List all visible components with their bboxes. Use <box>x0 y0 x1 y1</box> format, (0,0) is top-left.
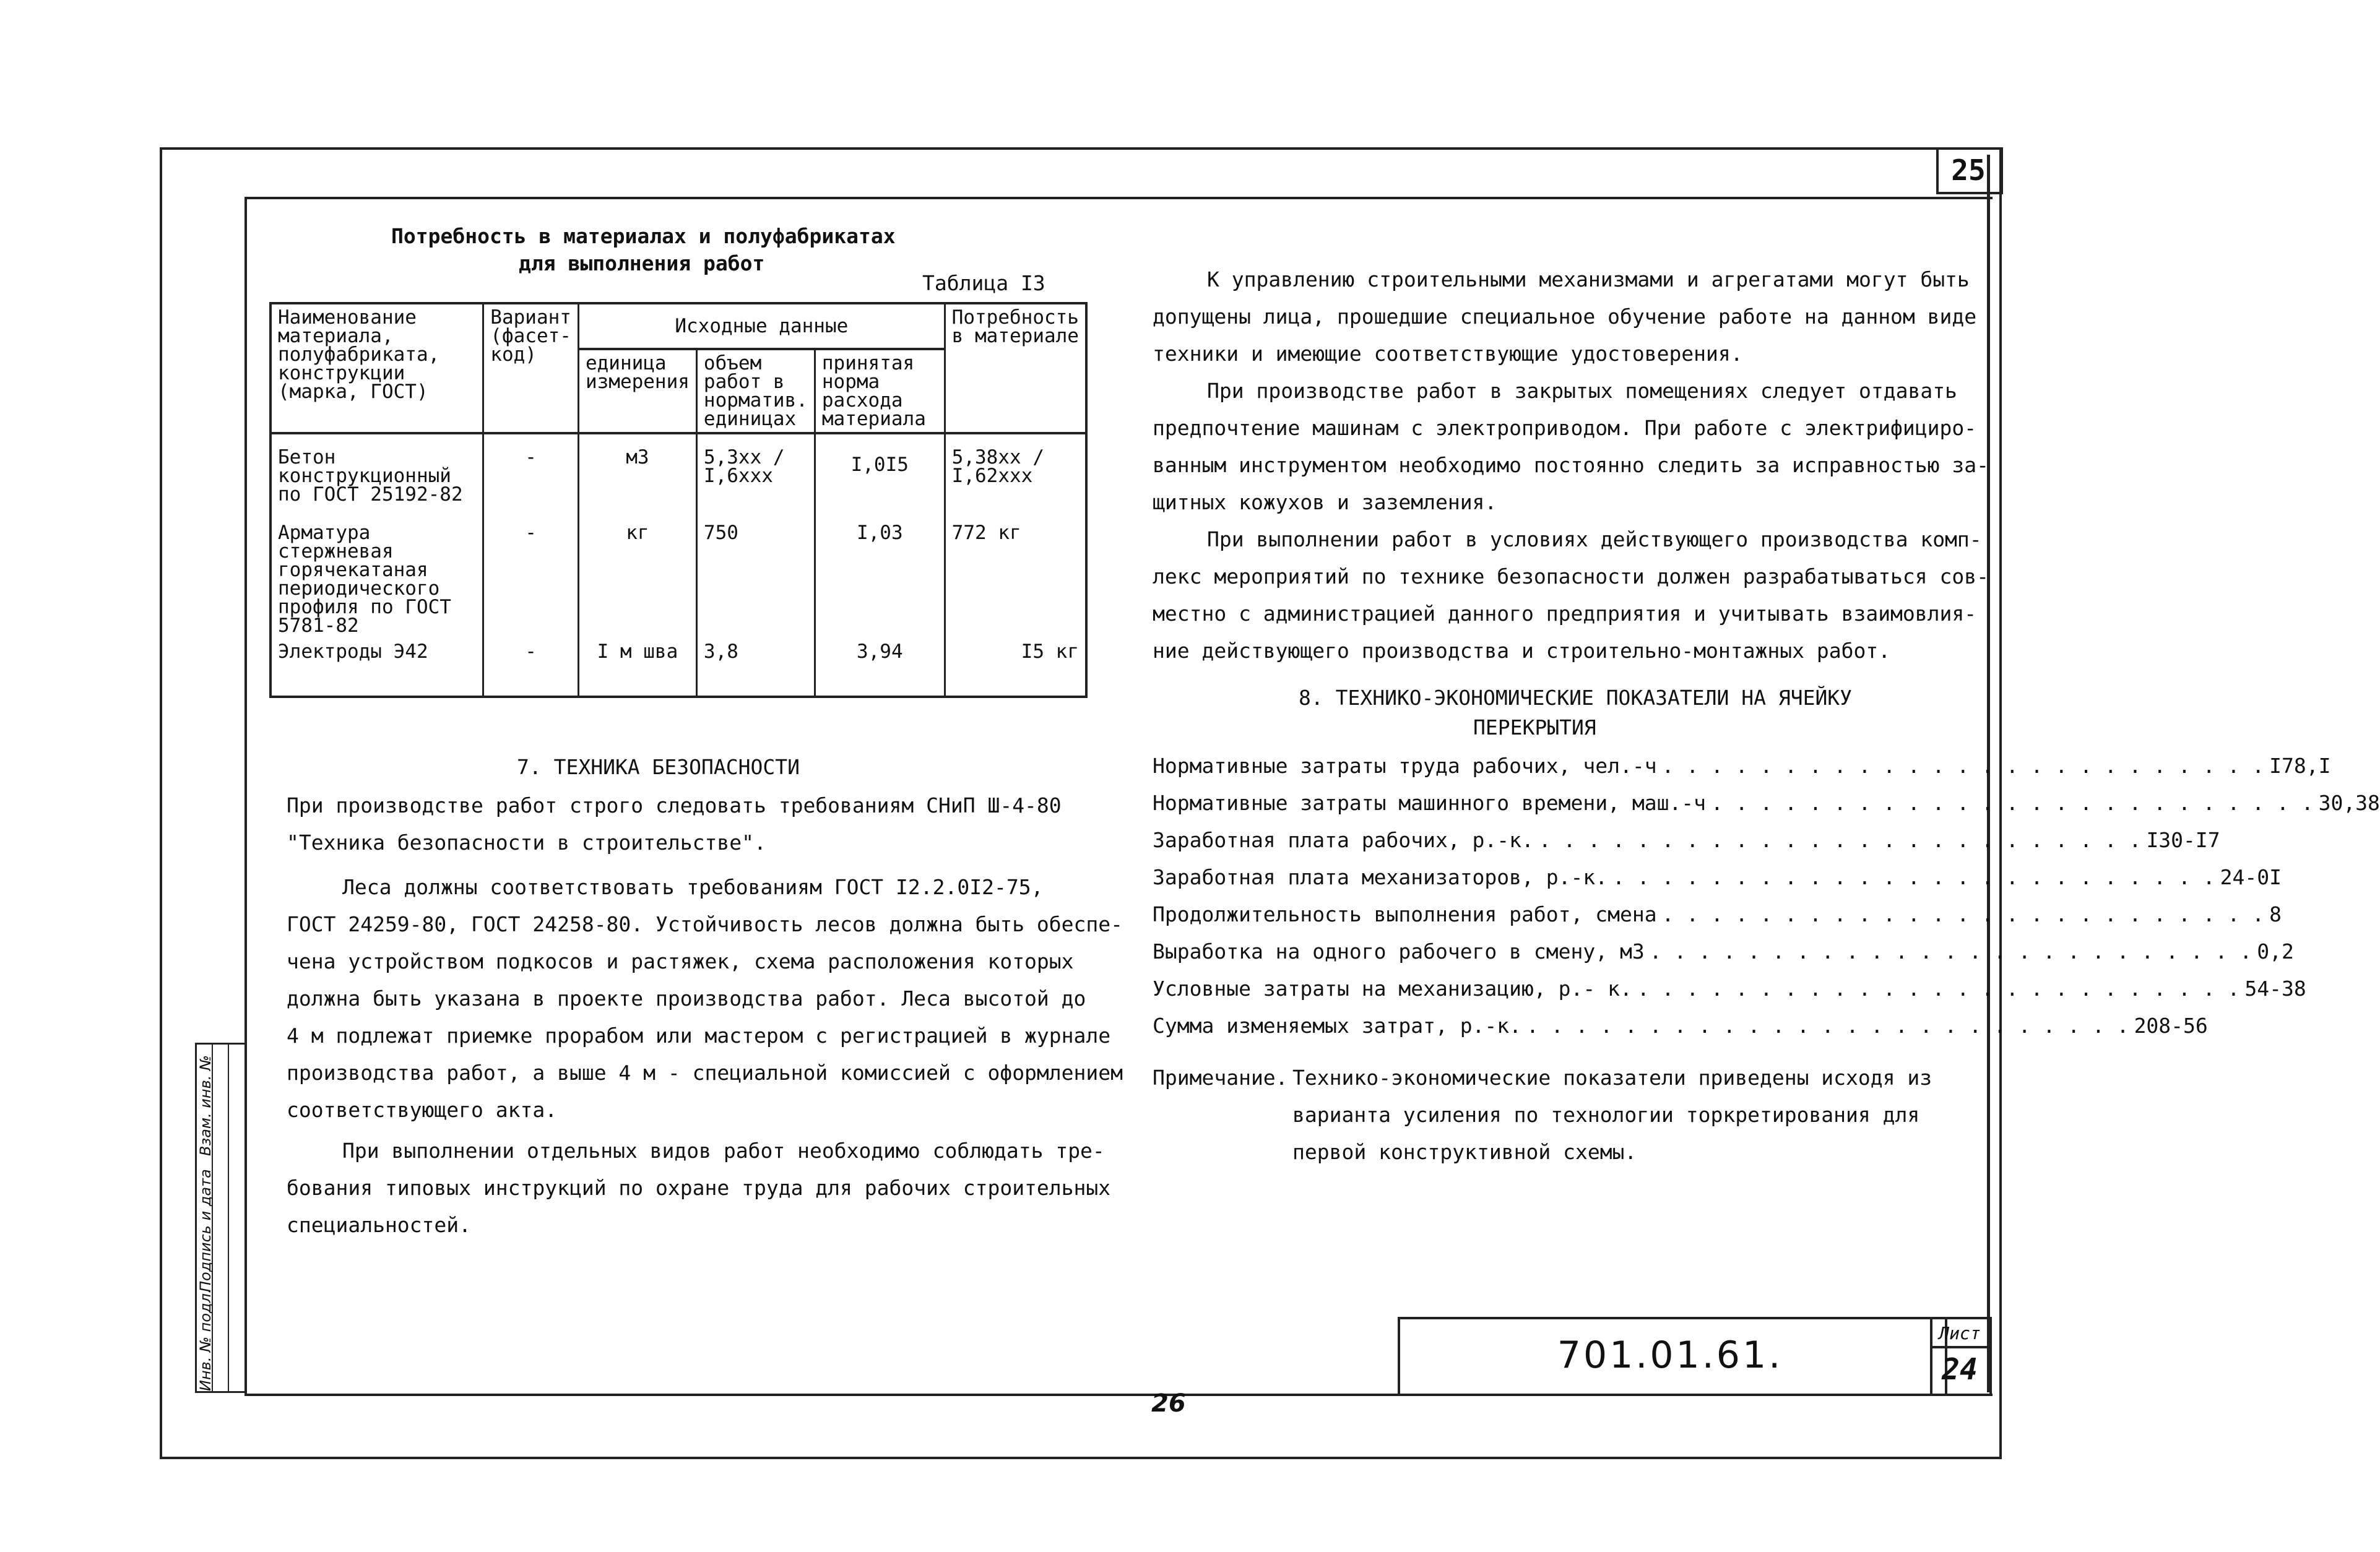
cell-name: Электроды Э42 <box>270 639 483 697</box>
indicator-label: Нормативные затраты труда рабочих, чел.-ч <box>1153 754 1657 778</box>
right-paragraph-line: техники и имеющие соответствующие удостоверения. <box>1153 342 1743 366</box>
cell-need: I5 кг <box>945 639 1086 697</box>
side-stamp <box>195 1043 247 1393</box>
right-paragraph-line: местно с администрацией данного предприятия и учитывать взаимовлия- <box>1153 601 1977 626</box>
indicator-value: 30,38 <box>2318 791 2380 815</box>
sheet-number: 24 <box>1942 1352 1978 1387</box>
indicator-value: I30-I7 <box>2146 828 2220 852</box>
side-stamp-label: Подпись и дата <box>197 1169 214 1292</box>
cell-unit: м3 <box>578 433 696 520</box>
section7-line: производства работ, а выше 4 м - специальной комиссией с оформлением <box>287 1061 1123 1085</box>
section7-line: ГОСТ 24259-80, ГОСТ 24258-80. Устойчивость лесов должна быть обеспе- <box>287 912 1123 936</box>
right-paragraph-line: При производстве работ в закрытых помещениях следует отдавать <box>1207 379 1957 403</box>
table-title: Потребность в материалах и полуфабрикатах <box>391 224 896 248</box>
section7-line: При выполнении отдельных видов работ необходимо соблюдать тре- <box>342 1139 1105 1163</box>
indicator-label: Продолжительность выполнения работ, смена <box>1153 902 1657 926</box>
indicator-value: 24-0I <box>2220 865 2282 889</box>
indicator-row: Заработная плата рабочих, р.-к. . . . . . . . . . . . . . . . . . . . . . . . . . I30-I7 <box>1153 822 1908 859</box>
cell-unit: I м шва <box>578 639 696 697</box>
indicator-value: 0,2 <box>2257 939 2294 964</box>
right-paragraph-line: допущены лица, прошедшие специальное обучение работе на данном виде <box>1153 304 1977 329</box>
indicator-row: Заработная плата механизаторов, р.-к. . . . . . . . . . . . . . . . . . . . . . . . . . 24-0I <box>1153 859 1908 896</box>
indicator-row: Условные затраты на механизацию, р.- к. . . . . . . . . . . . . . . . . . . . . . . . . . 54-38 <box>1153 970 1908 1007</box>
right-paragraph-line: предпочтение машинам с электроприводом. При работе с электрифициро- <box>1153 416 1977 440</box>
cell-name: Бетон конструкционный по ГОСТ 25192-82 <box>270 433 483 520</box>
table-row <box>270 433 1086 520</box>
cell-variant: - <box>483 520 579 639</box>
cell-variant: - <box>483 433 579 520</box>
side-stamp-col <box>213 1045 229 1391</box>
cell-volume: 3,8 <box>696 639 815 697</box>
cell-norm: I,03 <box>815 520 945 639</box>
section8-title: ПЕРЕКРЫТИЯ <box>1473 715 1596 739</box>
cell-volume: 750 <box>696 520 815 639</box>
materials-table <box>269 302 1088 698</box>
table-title: для выполнения работ <box>519 251 765 275</box>
section8-title: 8. ТЕХНИКО-ЭКОНОМИЧЕСКИЕ ПОКАЗАТЕЛИ НА ЯЧЕЙКУ <box>1299 686 1853 710</box>
indicator-value: 54-38 <box>2244 976 2306 1001</box>
cell-unit: кг <box>578 520 696 639</box>
side-stamp-label: Инв. № подл. <box>197 1288 214 1391</box>
section7-title: 7. ТЕХНИКА БЕЗОПАСНОСТИ <box>517 755 800 779</box>
indicator-label: Условные затраты на механизацию, р.- к. <box>1153 976 1632 1001</box>
section7-line: чена устройством подкосов и растяжек, схема расположения которых <box>287 949 1074 973</box>
cell-norm: I,0I5 <box>815 433 945 520</box>
section7-line: специальностей. <box>287 1213 472 1237</box>
right-paragraph-line: К управлению строительными механизмами и агрегатами могут быть <box>1207 267 1970 291</box>
header-volume: объем работ в норматив. единицах <box>696 349 815 433</box>
indicator-label: Нормативные затраты машинного времени, маш.-ч <box>1153 791 1707 815</box>
right-paragraph-line: При выполнении работ в условиях действующего производства комп- <box>1207 527 1982 551</box>
table-header-row <box>270 303 1086 349</box>
indicators-list <box>1153 748 2380 1045</box>
header-need: Потребность в материале <box>945 303 1086 433</box>
indicator-label: Выработка на одного рабочего в смену, м3 <box>1153 939 1645 964</box>
header-variant: Вариант (фасет-код) <box>483 303 579 433</box>
right-paragraph-line: лекс мероприятий по технике безопасности должен разрабатываться сов- <box>1153 564 1989 588</box>
document-code: 701.01.61. <box>1557 1334 1783 1377</box>
indicator-row: Продолжительность выполнения работ, смена . . . . . . . . . . . . . . . . . . . . . . . . . 8 <box>1153 896 1908 933</box>
cell-name: Арматура стержневая горячекатаная периодического профиля по ГОСТ 5781-82 <box>270 520 483 639</box>
note-label: Примечание. <box>1153 1066 1288 1090</box>
right-paragraph-line: щитных кожухов и заземления. <box>1153 490 1497 514</box>
note-line: варианта усиления по технологии торкретирования для <box>1292 1103 1920 1127</box>
header-name: Наименование материала, полуфабриката, конструкции (марка, ГОСТ) <box>270 303 483 433</box>
note-line: первой конструктивной схемы. <box>1292 1140 1637 1164</box>
indicator-row: Нормативные затраты труда рабочих, чел.-ч . . . . . . . . . . . . . . . . . . . . . . . . . I78,I <box>1153 748 1908 785</box>
indicator-value: 8 <box>2269 902 2282 926</box>
cell-need: 5,38xx / I,62xxx <box>945 433 1086 520</box>
section7-line: 4 м подлежат приемке прорабом или мастером с регистрацией в журнале <box>287 1024 1111 1048</box>
section7-line: бования типовых инструкций по охране труда для рабочих строительных <box>287 1176 1111 1200</box>
table-caption: Таблица I3 <box>922 271 1045 295</box>
section7-line: должна быть указана в проекте производства работ. Леса высотой до <box>287 986 1086 1011</box>
cell-norm: 3,94 <box>815 639 945 697</box>
bottom-page-number: 26 <box>1151 1389 1186 1418</box>
indicator-label: Заработная плата механизаторов, р.-к. <box>1153 865 1608 889</box>
table-row <box>270 639 1086 697</box>
cell-need: 772 кг <box>945 520 1086 639</box>
sheet-divider <box>1930 1346 1989 1348</box>
sheet-label: Лист <box>1939 1323 1981 1343</box>
right-paragraph-line: ванным инструментом необходимо постоянно следить за исправностью за- <box>1153 453 1989 477</box>
header-norm: принятая норма расхода материала <box>815 349 945 433</box>
section7-line: При производстве работ строго следовать требованиям СНиП Ш-4-80 <box>287 793 1062 817</box>
note-line: Технико-экономические показатели приведены исходя из <box>1292 1066 1932 1090</box>
side-stamp-label: Взам. инв. № <box>197 1055 214 1156</box>
section7-line: "Техника безопасности в строительстве". <box>287 830 766 855</box>
header-unit: единица измерения <box>578 349 696 433</box>
header-source-data: Исходные данные <box>578 303 945 349</box>
cell-variant: - <box>483 639 579 697</box>
indicator-row: Выработка на одного рабочего в смену, м3 . . . . . . . . . . . . . . . . . . . . . . . . . 0,2 <box>1153 933 1908 970</box>
table-row <box>270 520 1086 639</box>
indicator-label: Сумма изменяемых затрат, р.-к. <box>1153 1014 1522 1038</box>
indicator-value: 208-56 <box>2134 1014 2208 1038</box>
section7-line: соответствующего акта. <box>287 1098 558 1122</box>
indicator-row: Нормативные затраты машинного времени, маш.-ч . . . . . . . . . . . . . . . . . . . . . . . . . 30,38 <box>1153 785 1908 822</box>
right-paragraph-line: ние действующего производства и строительно-монтажных работ. <box>1153 639 1891 663</box>
indicator-value: I78,I <box>2269 754 2331 778</box>
section7-line: Леса должны соответствовать требованиям ГОСТ I2.2.0I2-75, <box>342 875 1044 899</box>
indicator-row: Сумма изменяемых затрат, р.-к. . . . . . . . . . . . . . . . . . . . . . . . . . 208-56 <box>1153 1007 1908 1045</box>
indicator-label: Заработная плата рабочих, р.-к. <box>1153 828 1534 852</box>
top-page-number: 25 <box>1951 153 1986 187</box>
cell-volume: 5,3xx / I,6xxx <box>696 433 815 520</box>
